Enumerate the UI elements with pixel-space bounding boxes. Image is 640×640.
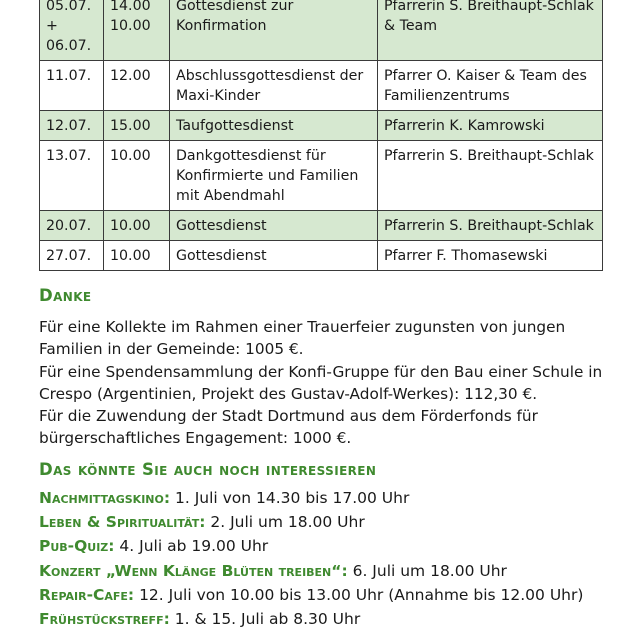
event-detail: 6. Juli um 18.00 Uhr xyxy=(347,561,507,580)
schedule-date: 05.07. + 06.07. xyxy=(40,0,104,61)
schedule-time: 12.00 xyxy=(104,61,170,111)
event-detail: 2. Juli um 18.00 Uhr xyxy=(205,513,365,532)
schedule-person: Pfarrerin S. Breithaupt-Schlak xyxy=(378,141,603,211)
schedule-person: Pfarrerin S. Breithaupt-Schlak & Team xyxy=(378,0,603,61)
schedule-time: 10.00 xyxy=(104,211,170,241)
event-label: Leben & Spiritualität: xyxy=(39,513,206,532)
danke-paragraph: Für die Zuwendung der Stadt Dortmund aus dem Förderfonds für bürgerschaftliches Engagement: 1000 €. xyxy=(39,407,538,448)
event-item xyxy=(39,559,609,583)
schedule-date: 20.07. xyxy=(40,211,104,241)
event-detail: 1. & 15. Juli ab 8.30 Uhr xyxy=(169,610,361,629)
schedule-person: Pfarrerin S. Breithaupt-Schlak xyxy=(378,211,603,241)
event-label: Repair-Cafe: xyxy=(39,585,135,604)
interesse-heading: Das könnte Sie auch noch interessieren xyxy=(39,460,377,479)
event-item xyxy=(39,510,609,534)
danke-section xyxy=(39,316,609,450)
schedule-row xyxy=(40,61,603,111)
schedule-date: 13.07. xyxy=(40,141,104,211)
schedule-title: Taufgottesdienst xyxy=(170,111,378,141)
schedule-title: Abschlussgottesdienst der Maxi-Kinder xyxy=(170,61,378,111)
event-label: Frühstückstreff: xyxy=(39,610,170,629)
danke-paragraph: Für eine Spendensammlung der Konfi-Gruppe für den Bau einer Schule in Crespo (Argentinien, Projekt des Gustav-Adolf-Werkes): 112,30 €. xyxy=(39,362,603,403)
event-detail: 1. Juli von 14.30 bis 17.00 Uhr xyxy=(170,489,410,507)
interesse-list xyxy=(39,486,609,631)
schedule-date: 11.07. xyxy=(40,61,104,111)
schedule-row xyxy=(40,111,603,141)
service-schedule-table xyxy=(39,0,603,271)
schedule-row xyxy=(40,241,603,271)
schedule-time: 14.00 10.00 xyxy=(104,0,170,61)
schedule-title: Dankgottesdienst für Konfirmierte und Familien mit Abendmahl xyxy=(170,141,378,211)
schedule-person: Pfarrer O. Kaiser & Team des Familienzentrums xyxy=(378,61,603,111)
event-item xyxy=(39,534,609,558)
schedule-title: Gottesdienst xyxy=(170,241,378,271)
danke-paragraph: Für eine Kollekte im Rahmen einer Trauerfeier zugunsten von jungen Familien in der Gemeinde: 1005 €. xyxy=(39,318,566,359)
event-detail: 4. Juli ab 19.00 Uhr xyxy=(114,537,269,556)
schedule-title: Gottesdienst zur Konfirmation xyxy=(170,0,378,61)
event-label: Pub-Quiz: xyxy=(39,537,115,556)
event-item xyxy=(39,583,609,607)
schedule-row xyxy=(40,141,603,211)
event-item xyxy=(39,486,609,510)
schedule-title: Gottesdienst xyxy=(170,211,378,241)
schedule-time: 10.00 xyxy=(104,141,170,211)
schedule-date: 27.07. xyxy=(40,241,104,271)
schedule-date: 12.07. xyxy=(40,111,104,141)
schedule-person: Pfarrer F. Thomasewski xyxy=(378,241,603,271)
event-item xyxy=(39,607,609,631)
schedule-row xyxy=(40,211,603,241)
schedule-time: 15.00 xyxy=(104,111,170,141)
schedule-row xyxy=(40,0,603,61)
schedule-time: 10.00 xyxy=(104,241,170,271)
event-label: Konzert „Wenn Klänge Blüten treiben“: xyxy=(39,561,348,580)
event-detail: 12. Juli von 10.00 bis 13.00 Uhr (Annahme bis 12.00 Uhr) xyxy=(134,585,584,604)
schedule-person: Pfarrerin K. Kamrowski xyxy=(378,111,603,141)
danke-heading: Danke xyxy=(39,286,92,305)
event-label: Nachmittagskino: xyxy=(39,489,171,507)
